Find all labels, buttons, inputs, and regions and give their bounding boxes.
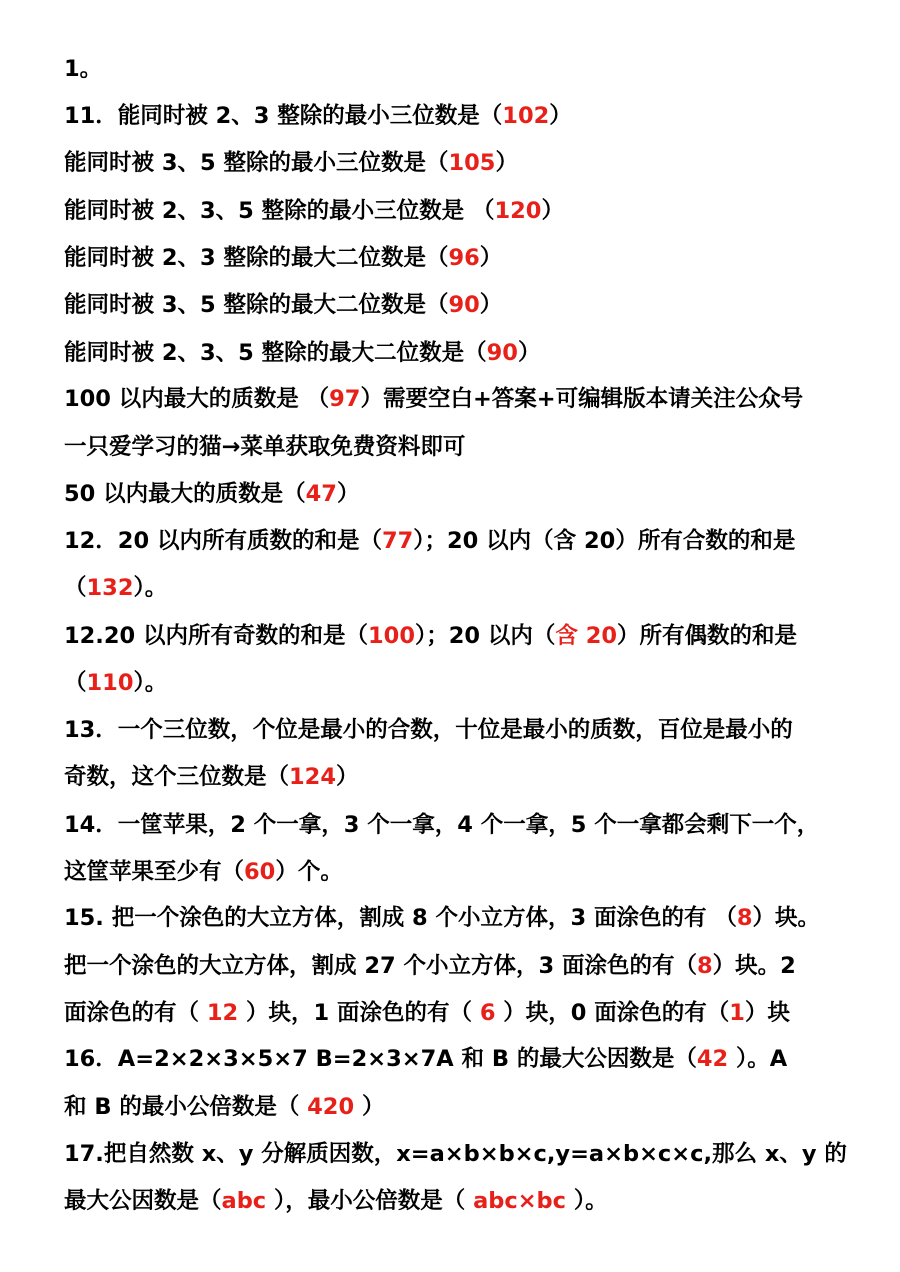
question-text: 14．一筐苹果，2 个一拿，3 个一拿，4 个一拿，5 个一拿都会剩下一个， [64, 812, 820, 838]
text-line [64, 101, 572, 131]
text-line [64, 243, 502, 273]
answer-text: 77 [381, 528, 414, 554]
question-text: ）个。 [275, 859, 343, 885]
answer-text: 97 [329, 386, 361, 412]
question-text: 能同时被 2、3、5 整除的最小三位数是 （ [64, 198, 495, 224]
question-text: ） [541, 198, 564, 224]
question-text: 16．A=2×2×3×5×7 B=2×3×7A 和 B 的最大公因数是（ [64, 1046, 697, 1072]
answer-text: 8 [696, 953, 713, 979]
question-text: ） [479, 245, 503, 271]
question-text: 最大公因数是（ [64, 1188, 222, 1214]
text-line [64, 951, 796, 981]
answer-text: 12 [206, 1000, 239, 1026]
text-line [64, 998, 790, 1028]
question-text: 奇数，这个三位数是（ [64, 764, 290, 790]
question-text: 面涂色的有（ [64, 1000, 207, 1026]
answer-text: 90 [448, 292, 480, 318]
answer-text: 1 [729, 1000, 745, 1026]
question-text: 11．能同时被 2、3 整除的最小三位数是（ [64, 103, 503, 129]
text-line [64, 479, 359, 509]
text-line [64, 857, 343, 887]
text-line [64, 1139, 847, 1169]
text-line [64, 338, 540, 368]
text-line [64, 1044, 787, 1074]
question-text: ） [549, 103, 572, 129]
question-text: ），最小公倍数是（ [266, 1188, 474, 1214]
answer-text: 102 [502, 103, 550, 129]
question-text: ）块，0 面涂色的有（ [495, 1000, 730, 1026]
question-text: ） [517, 340, 541, 366]
answer-text: 420 [307, 1094, 355, 1120]
answer-text: abc×bc [473, 1188, 567, 1214]
answer-text: 90 [486, 340, 518, 366]
text-line [64, 1186, 608, 1216]
answer-text: 124 [289, 764, 336, 790]
answer-text: 8 [736, 905, 753, 931]
question-text: （ [64, 575, 87, 601]
question-text: 100 以内最大的质数是 （ [64, 386, 330, 412]
answer-text: 105 [448, 150, 496, 176]
question-text: ）块 [744, 1000, 790, 1026]
question-text: ）需要空白+答案+可编辑版本请关注公众号 [360, 386, 804, 412]
text-line [64, 196, 564, 226]
answer-text: abc [221, 1188, 267, 1214]
text-line [64, 526, 795, 556]
text-line [64, 810, 819, 840]
text-line [64, 384, 803, 414]
question-text: 17.把自然数 x、y 分解质因数，x=a×b×b×c,y=a×b×c×c,那么 x、y 的 [64, 1141, 847, 1167]
text-line [64, 432, 465, 462]
answer-text: 132 [86, 575, 134, 601]
text-line [64, 148, 518, 178]
text-line [64, 1092, 384, 1122]
question-text: 12.20 以内所有奇数的和是（ [64, 623, 369, 649]
answer-text: 42 [696, 1046, 729, 1072]
question-text: 和 B 的最小公倍数是（ [64, 1094, 308, 1120]
text-line [64, 668, 167, 698]
text-line [64, 903, 820, 933]
question-text: 这筐苹果至少有（ [64, 859, 245, 885]
question-text: ）所有偶数的和是 [617, 623, 798, 649]
question-text: ）。 [566, 1188, 608, 1214]
answer-text: 110 [86, 670, 134, 696]
question-text: 能同时被 2、3 整除的最大二位数是（ [64, 245, 449, 271]
text-line [64, 573, 167, 603]
question-text: 能同时被 3、5 整除的最大二位数是（ [64, 292, 449, 318]
question-text: 15. 把一个涂色的大立方体，割成 8 个小立方体，3 面涂色的有 （ [64, 905, 737, 931]
question-text: 1。 [64, 56, 103, 82]
question-text: ）。 [133, 575, 168, 601]
text-line [64, 762, 359, 792]
answer-text: 100 [368, 623, 415, 649]
question-text: ） [354, 1094, 385, 1120]
text-line [64, 54, 102, 84]
answer-text: 47 [305, 481, 337, 507]
question-text: ）。A [728, 1046, 788, 1072]
answer-text: 96 [448, 245, 480, 271]
question-text: ） [335, 764, 359, 790]
question-text: ）。 [133, 670, 168, 696]
answer-text: 含 20 [555, 623, 618, 649]
text-line [64, 715, 793, 745]
question-text: 12．20 以内所有质数的和是（ [64, 528, 382, 554]
question-text: 50 以内最大的质数是（ [64, 481, 306, 507]
question-text: ）；20 以内（含 20）所有合数的和是 [413, 528, 796, 554]
answer-text: 120 [494, 198, 542, 224]
answer-text: 6 [479, 1000, 496, 1026]
question-text: ） [336, 481, 360, 507]
answer-text: 60 [244, 859, 276, 885]
question-text: 一只爱学习的猫→菜单获取免费资料即可 [64, 434, 466, 460]
text-line [64, 621, 797, 651]
text-line [64, 290, 502, 320]
question-text: （ [64, 670, 87, 696]
question-text: ）；20 以内（ [414, 623, 556, 649]
question-text: 把一个涂色的大立方体，割成 27 个小立方体，3 面涂色的有（ [64, 953, 697, 979]
question-text: ） [479, 292, 503, 318]
question-text: 13．一个三位数，个位是最小的合数，十位是最小的质数，百位是最小的 [64, 717, 793, 743]
question-text: ）块，1 面涂色的有（ [238, 1000, 480, 1026]
question-text: 能同时被 2、3、5 整除的最大二位数是（ [64, 340, 487, 366]
question-text: ）块。2 [712, 953, 796, 979]
question-text: 能同时被 3、5 整除的最小三位数是（ [64, 150, 449, 176]
question-text: ）块。 [752, 905, 821, 931]
question-text: ） [495, 150, 518, 176]
